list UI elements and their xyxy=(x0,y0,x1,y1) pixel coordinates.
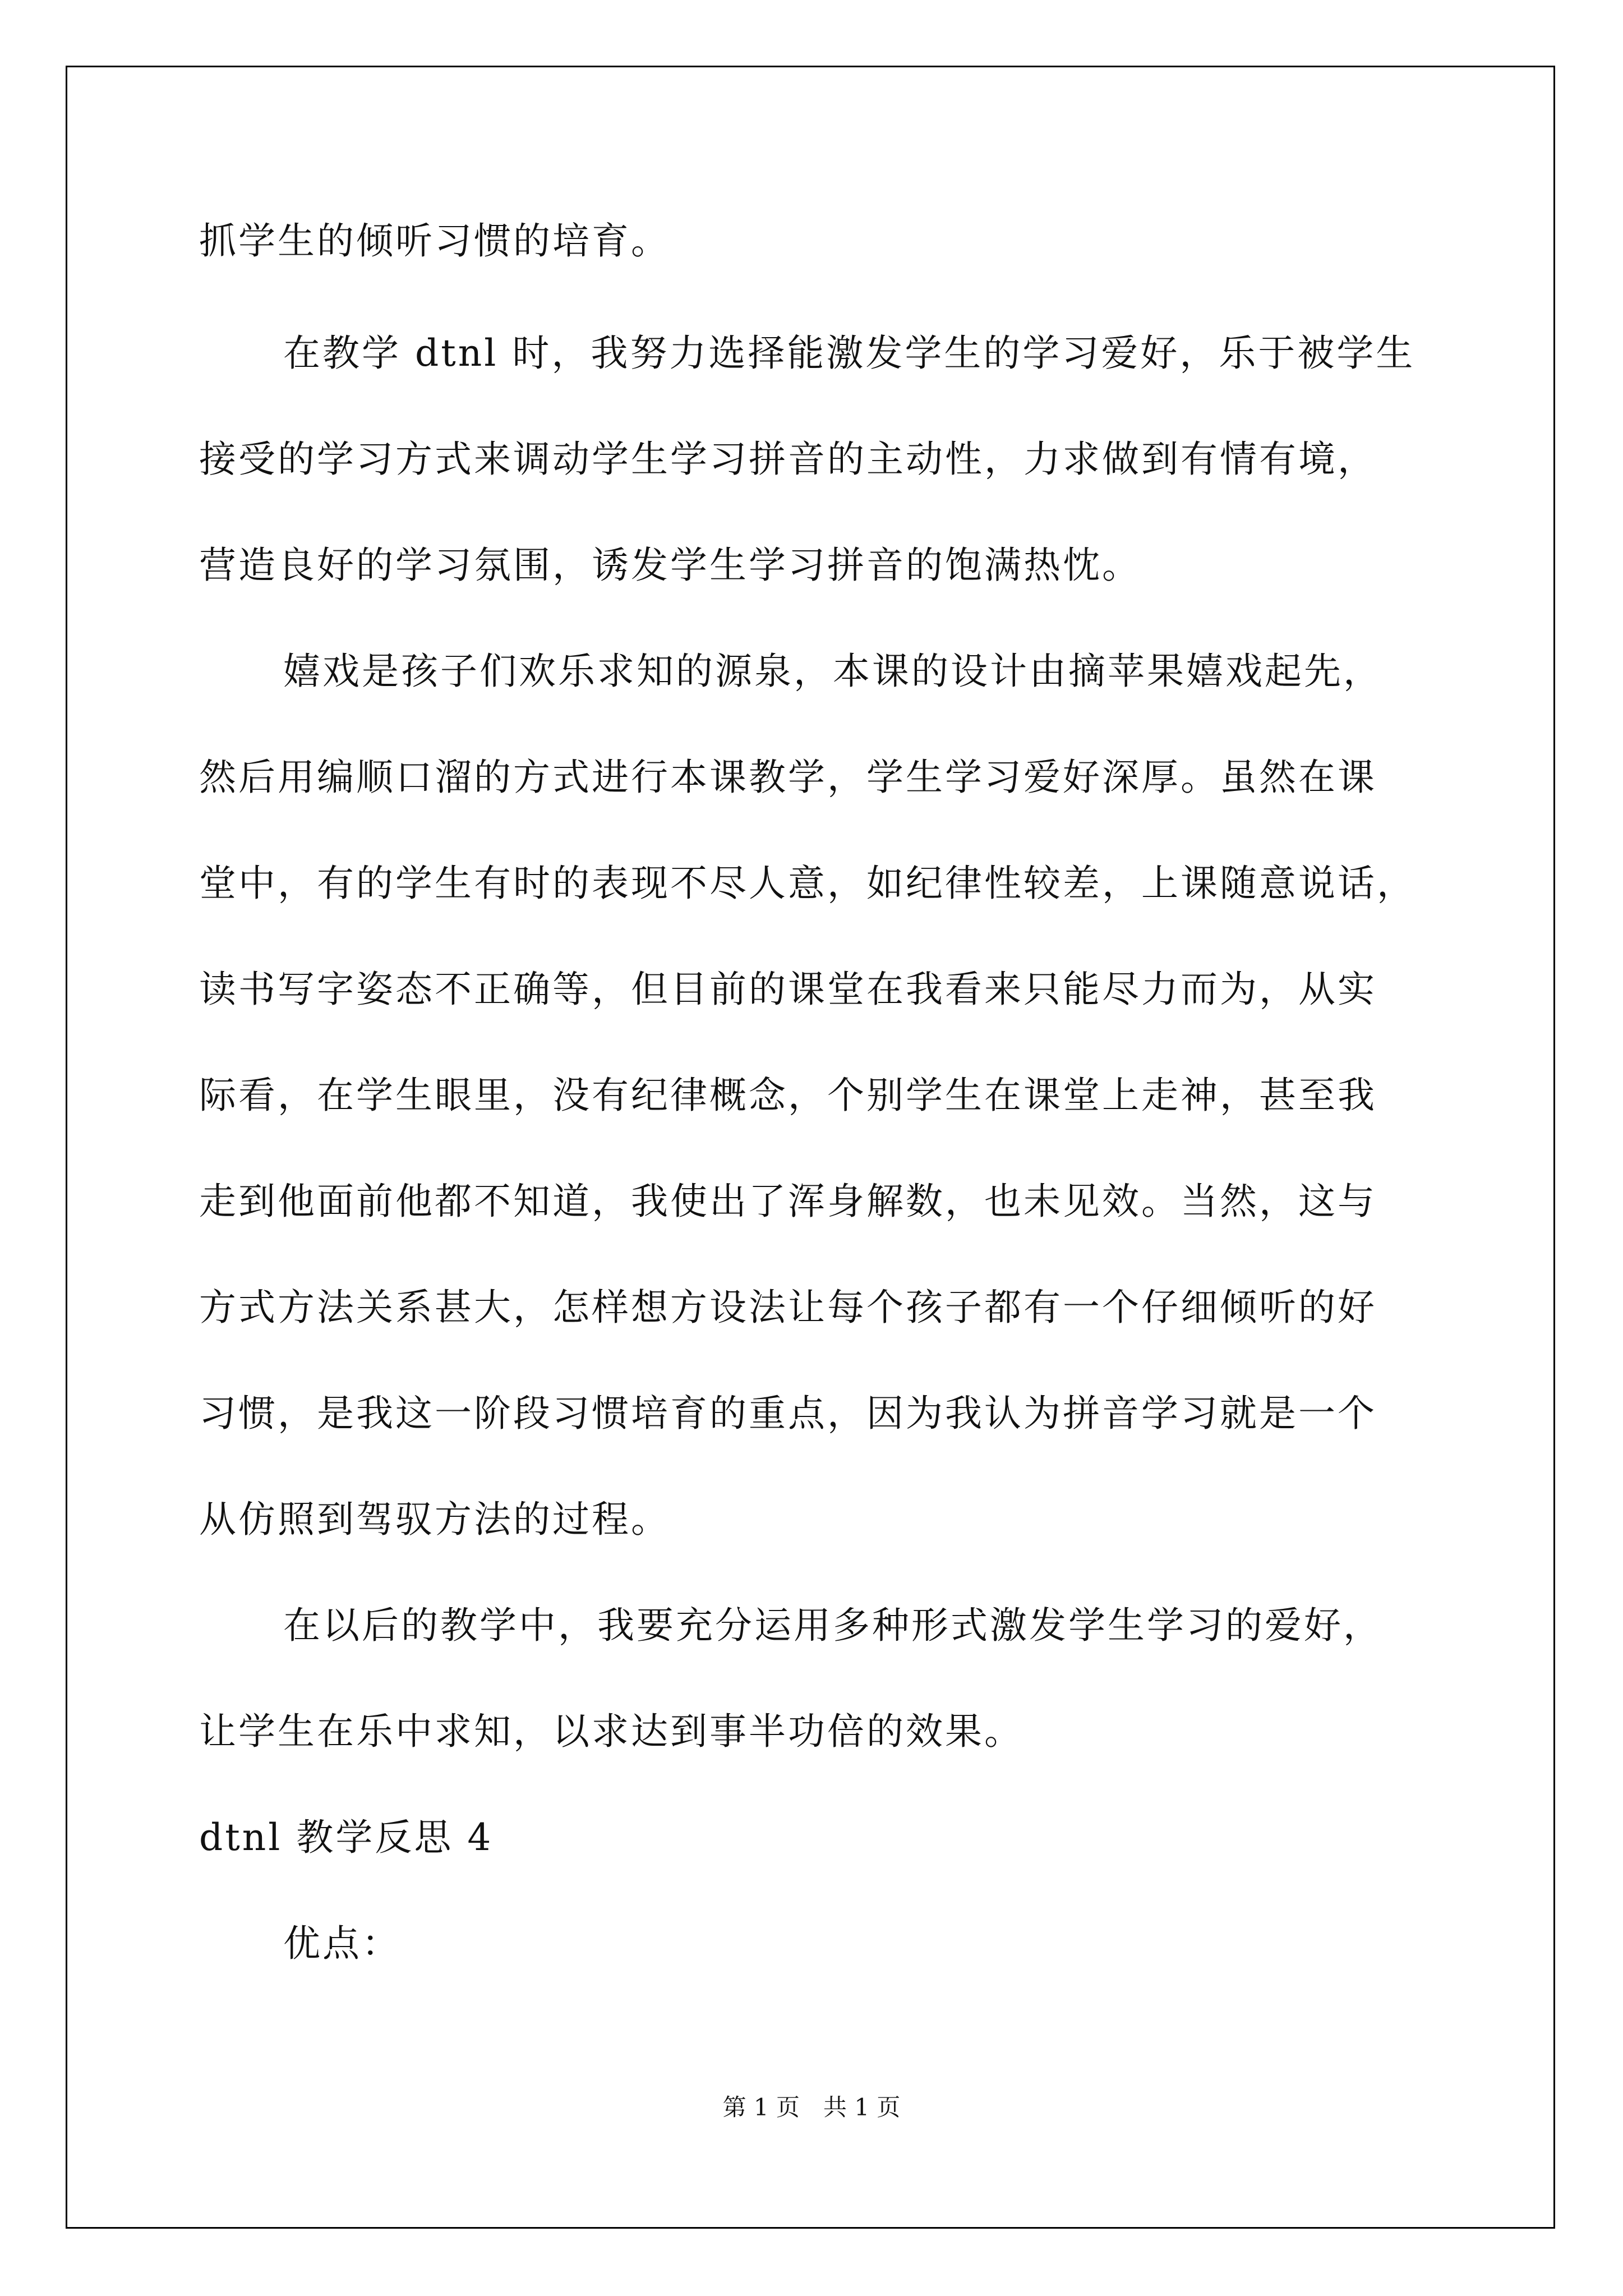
text-line: 习惯，是我这一阶段习惯培育的重点，因为我认为拼音学习就是一个 xyxy=(199,1392,1377,1435)
text-line: 在教学 dtnl 时，我努力选择能激发学生的学习爱好，乐于被学生 xyxy=(283,332,1415,375)
text-line: 营造良好的学习氛围，诱发学生学习拼音的饱满热忱。 xyxy=(199,544,1141,587)
text-line: 从仿照到驾驭方法的过程。 xyxy=(199,1498,670,1541)
text-line: 际看，在学生眼里，没有纪律概念，个别学生在课堂上走神，甚至我 xyxy=(199,1074,1377,1117)
page-footer: 第 1 页 共 1 页 xyxy=(722,2093,901,2121)
text-line: 让学生在乐中求知，以求达到事半功倍的效果。 xyxy=(199,1710,1023,1753)
page-border xyxy=(66,66,1555,2229)
text-line: 优点： xyxy=(283,1922,401,1965)
text-line: 抓学生的倾听习惯的培育。 xyxy=(199,219,670,263)
text-line: 走到他面前他都不知道，我使出了浑身解数，也未见效。当然，这与 xyxy=(199,1180,1377,1223)
text-line: 然后用编顺口溜的方式进行本课教学，学生学习爱好深厚。虽然在课 xyxy=(199,756,1377,799)
text-line: 嬉戏是孩子们欢乐求知的源泉，本课的设计由摘苹果嬉戏起先， xyxy=(283,650,1382,693)
text-line: 接受的学习方式来调动学生学习拼音的主动性，力求做到有情有境， xyxy=(199,438,1377,481)
text-line: 在以后的教学中，我要充分运用多种形式激发学生学习的爱好， xyxy=(283,1604,1382,1647)
text-line: 读书写字姿态不正确等，但目前的课堂在我看来只能尽力而为，从实 xyxy=(199,968,1377,1011)
text-line: 方式方法关系甚大，怎样想方设法让每个孩子都有一个仔细倾听的好 xyxy=(199,1286,1377,1329)
text-line: 堂中，有的学生有时的表现不尽人意，如纪律性较差，上课随意说话， xyxy=(199,862,1416,905)
section-heading: dtnl 教学反思 4 xyxy=(199,1816,494,1859)
